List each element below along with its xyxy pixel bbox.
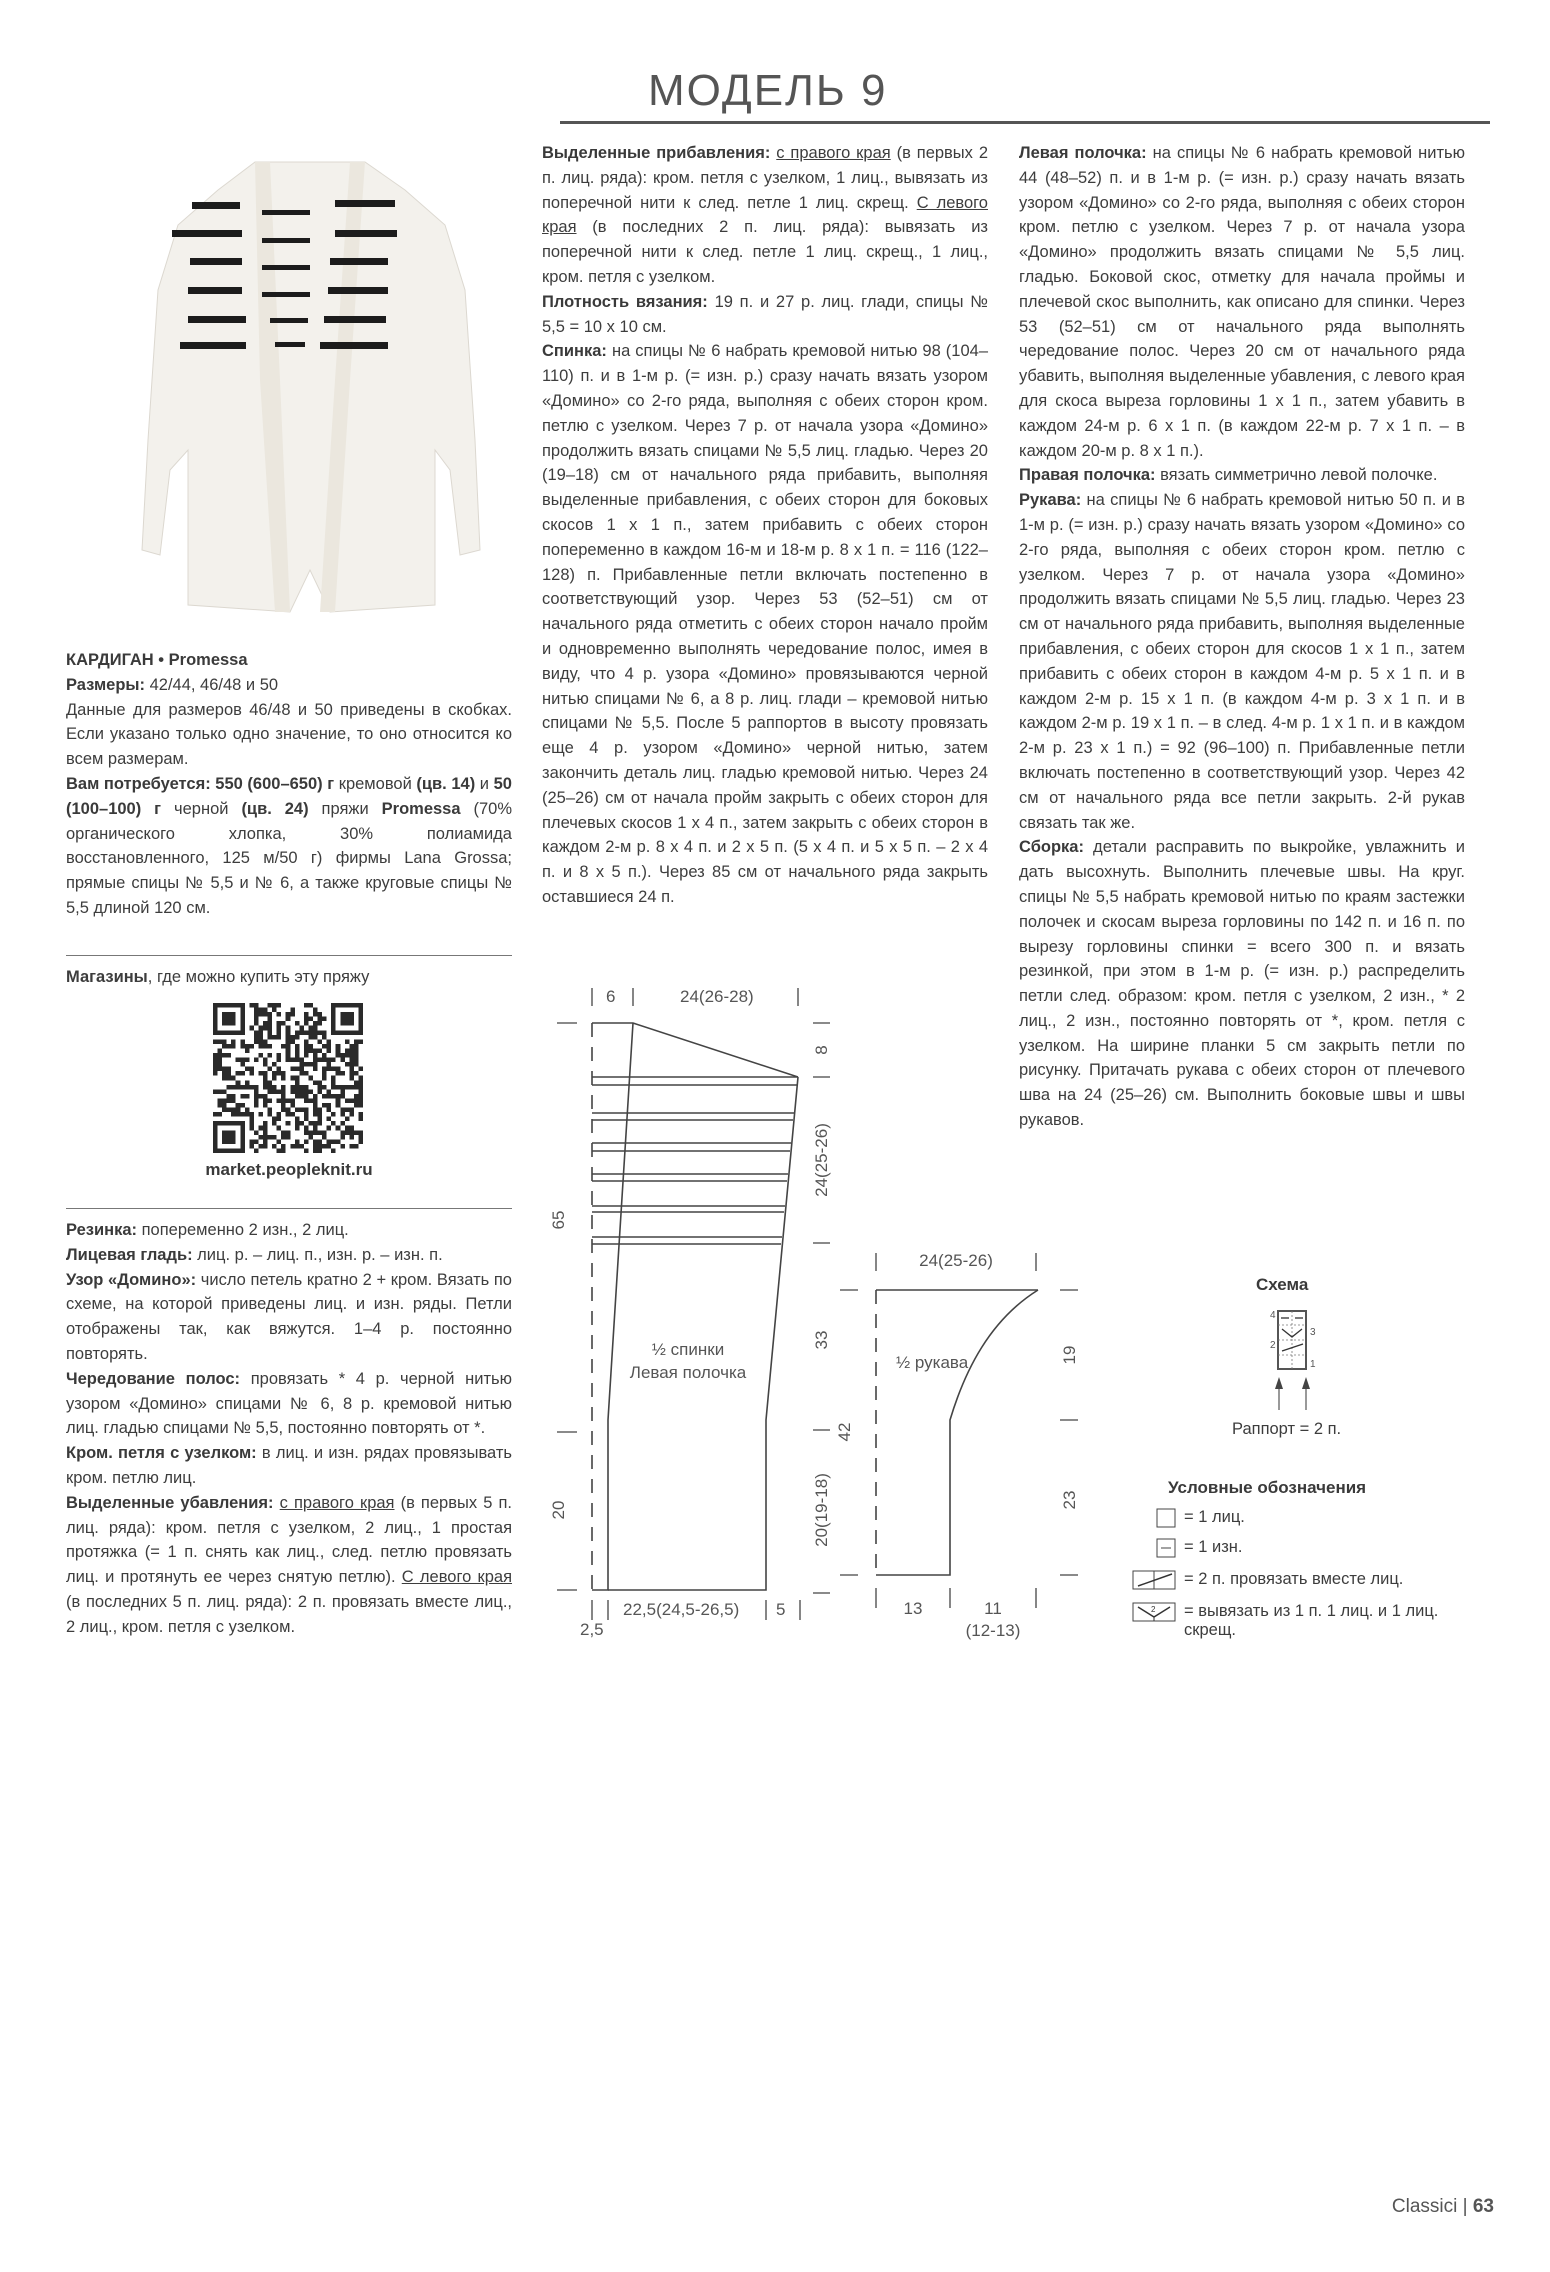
dim-side: 33 <box>812 1330 831 1350</box>
gauge: Плотность вязания: 19 п. и 27 р. лиц. глади, спицы № 5,5 = 10 х 10 см. <box>542 292 988 336</box>
dim-shoulder: 24(26-28) <box>680 987 754 1006</box>
legend-item: = 2 п. провязать вместе лиц. <box>1110 1570 1403 1590</box>
materials: Вам потребуется: 550 (600–650) г кремовой (цв. 14) и 50 (100–100) г черной (цв. 24) пряжи Promessa (70% органического хлопка, 30% полиамида восстановленного, 125 м/50 г) фирмы Lana Grossa; прямые спицы № 5,5 и № 6, а также круговые спицы № 5,5 длиной 120 см. <box>66 774 513 917</box>
page-number: 63 <box>1472 2196 1494 2217</box>
right-front-instructions: Правая полочка: вязать симметрично левой полочке. <box>1019 466 1438 485</box>
legend-item: = 1 изн. <box>1110 1538 1242 1558</box>
svg-text:3: 3 <box>1310 1327 1316 1338</box>
dim-neck: 6 <box>606 987 616 1006</box>
dim-sleeve-cap: 19 <box>1060 1345 1079 1365</box>
assembly-instructions: Сборка: детали расправить по выкройке, увлажнить и дать высохнуть. Выполнить плечевые швы. На круг. спицы № 5,5 набрать кремовой нитью по краям застежки полочек и скосам выреза горловины по 142 п. и 16 п. по вырезу горловины спинки = всего 300 п. и вязать резинкой, при этом в 1-м р. (= изн. р.) распределить петли след. образом: кром. петля с узелком, 2 изн., * 2 лиц., 2 изн., постоянно повторять от *, кром. петля с узелком. На ширине планки 5 см закрыть петли по рисунку. Притачать рукава с обеих сторон от плечевого шва на 24 (25–26) см. Выполнить боковые швы и швы рукавов. <box>1019 838 1465 1130</box>
sleeve-instructions: Рукава: на спицы № 6 набрать кремовой нитью 50 п. и в 1-м р. (= изн. р.) сразу начать вязать узором «Домино» со 2-го ряда, выполняя с обеих сторон кром. петлю с узелком. Через 7 р. от начала узора «Домино» продолжить вязать спицами № 5,5 лиц. гладью. Через 23 см от начального ряда прибавить, выполняя выделенные прибавления, с обеих сторон для скосов 1 х 1 п., затем прибавить с обеих сторон в каждом 4-м р. 5 х 1 п. и в каждом 2-м р. 15 х 1 п. (в каждом 4-м р. 3 х 1 п. и в каждом 2-м р. 19 х 1 п. – в след. 4-м р. 1 х 1 п. и в каждом 2-м р. 23 х 1 п.) = 92 (96–100) п. Прибавленные петли включать постепенно в соответствующий узор. Через 42 см от начального ряда все петли закрыть. 2-й рукав связать так же. <box>1019 491 1465 832</box>
dim-edge: 2,5 <box>580 1620 604 1639</box>
technique-item: Чередование полос: провязать * 4 р. черной нитью узором «Домино» спицами № 6, 8 р. кремовой нитью лиц. гладью спицами № 5,5, постоянно повторять от *. <box>66 1369 513 1438</box>
legend-title: Условные обозначения <box>1168 1478 1367 1497</box>
dim-armhole: 24(25-26) <box>812 1123 831 1197</box>
product-info <box>66 648 512 921</box>
increase-icon <box>1132 1602 1176 1622</box>
dim-shoulder-drop: 8 <box>812 1045 831 1055</box>
dim-sleeve-bottom-left: 13 <box>903 1599 923 1618</box>
svg-text:2: 2 <box>1151 1605 1156 1614</box>
stores-heading: Магазины, где можно купить эту пряжу <box>66 968 370 986</box>
body-label-1: ½ спинки <box>651 1340 725 1359</box>
body-schematic <box>592 1023 798 1590</box>
increases: Выделенные прибавления: с правого края (в первых 2 п. лиц. ряда): кром. петля с узелком, 1 лиц., вывязать из поперечной нити к след. петле 1 лиц. скрещ. С левого края (в последних 2 п. лиц. ряда): вывязать из поперечной нити к след. петле 1 лиц. скрещ., 1 лиц., кром. петля с узелком. <box>542 144 988 286</box>
techniques-section <box>66 1218 512 1640</box>
rapport-note: Раппорт = 2 п. <box>1232 1420 1342 1438</box>
body-label-2: Левая полочка <box>629 1363 747 1382</box>
magazine-name: Classici <box>1391 2196 1458 2217</box>
purl-square-icon <box>1156 1538 1176 1558</box>
rapport-arrows <box>1275 1377 1310 1410</box>
technique-item: Узор «Домино»: число петель кратно 2 + кром. Вязать по схеме, на которой приведены лиц. и изн. ряды. Петли отображены так, как вяжутся. 1–4 р. постоянно повторять. <box>66 1270 512 1363</box>
dim-sleeve-lower: 23 <box>1060 1490 1079 1510</box>
store-link[interactable]: market.peopleknit.ru <box>205 1160 373 1179</box>
page-title: МОДЕЛЬ 9 <box>648 66 888 115</box>
legend-item: 2 = вывязать из 1 п. 1 лиц. и 1 лиц. скрещ. <box>1110 1602 1490 1640</box>
sizes-value: 42/44, 46/48 и 50 <box>145 675 279 694</box>
legend-item: = 1 лиц. <box>1110 1508 1245 1528</box>
svg-text:4: 4 <box>1270 1310 1276 1321</box>
technique-item: Лицевая гладь: лиц. р. – лиц. п., изн. р. – изн. п. <box>66 1245 443 1264</box>
divider <box>66 1208 512 1209</box>
decreases: Выделенные убавления: с правого края (в первых 5 п. лиц. ряда): кром. петля с узелком, 2 лиц., 1 простая протяжка (= 1 п. снять как лиц., след. петлю провязать лиц. и протянуть ее через снятую петлю). С левого края (в последних 5 п. лиц. ряда): 2 п. провязать вместе лиц., 2 лиц., кром. петля с узелком. <box>66 1493 513 1636</box>
back-instructions: Спинка: на спицы № 6 набрать кремовой нитью 98 (104–110) п. и в 1-м р. (= изн. р.) сразу начать вязать узором «Домино» со 2-го ряда, выполняя с обеих сторон кром. петлю с узелком. Через 7 р. от начала узора «Домино» продолжить вязать спицами № 5,5 лиц. гладью. Через 20 (19–18) см от начального ряда прибавить, выполняя выделенные прибавления, с обеих сторон для боковых скосов 1 х 1 п., затем прибавить с обеих сторон попеременно в каждом 16-м и 18-м р. 8 х 1 п. = 116 (122–128) п. Прибавленные петли включать постепенно в соответствующий узор. Через 53 (52–51) см от начального ряда отметить с обеих сторон начало пройм и одновременно выполнять чередование полос, имея в виду, что 4 р. узора «Домино» провязываются черной нитью спицами № 6, а 8 р. лиц. глади – кремовой нитью спицами № 5,5. После 5 раппортов в высоту провязать еще 4 р. узором «Домино» черной нитью, затем закончить деталь лиц. гладью кремовой нитью. Через 24 (25–26) см от начала пройм закрыть с обеих сторон для плечевых скосов 1 х 4 п., затем закрыть с обеих сторон в каждом 2-м р. 8 х 4 п. и 2 х 5 п. (5 х 4 п. и 5 х 5 п. – 2 х 4 п. и 8 х 5 п.). Через 85 см от начального ряда закрыть оставшиеся 24 п. <box>542 342 988 906</box>
dim-sleeve-top: 24(25-26) <box>919 1251 993 1270</box>
dim-sleeve-bottom-alt: (12-13) <box>965 1621 1021 1640</box>
dim-lower-length: 20 <box>549 1500 568 1520</box>
technique-item: Резинка: попеременно 2 изн., 2 лиц. <box>66 1221 349 1239</box>
page-footer: Classici | 63 <box>1391 2196 1494 2217</box>
dim-total-length: 65 <box>549 1210 568 1230</box>
sizes-label: Размеры: <box>66 675 146 694</box>
domino-chart <box>1252 1305 1322 1415</box>
dim-sleeve-bottom-right: 11 <box>984 1599 1002 1618</box>
technique-item: Кром. петля с узелком: в лиц. и изн. рядах провязывать кром. петлю лиц. <box>66 1444 512 1487</box>
sleeve-label: ½ рукава <box>896 1353 969 1372</box>
k2tog-icon <box>1132 1570 1176 1590</box>
dim-lower-side: 20(19-18) <box>812 1473 831 1547</box>
svg-text:2: 2 <box>1270 1340 1276 1351</box>
dim-band: 5 <box>776 1600 786 1619</box>
instructions-col2 <box>542 141 988 910</box>
cardigan-photo <box>130 150 490 630</box>
left-front-instructions: Левая полочка: на спицы № 6 набрать кремовой нитью 44 (48–52) п. и в 1-м р. (= изн. р.) сразу начать вязать узором «Домино» со 2-го ряда, выполняя с обеих сторон кром. петлю с узелком. Через 7 р. от начала узора «Домино» продолжить вязать спицами № 5,5 лиц. гладью. Боковой скос, отметку для начала проймы и плечевой скос выполнить, как описано для спинки. Через 53 (52–51) см от начального ряда выполнять чередование полос. Через 20 см от начального ряда убавить, выполняя выделенные убавления, с левого края для скоса выреза горловины 1 х 1 п., затем убавить в каждом 24-м р. 6 х 1 п. (в каждом 22-м р. 7 х 1 п. – в каждом 20-м р. 8 х 1 п.). <box>1019 144 1465 460</box>
sizes-note: Данные для размеров 46/48 и 50 приведены в скобках. Если указано только одно значение, то оно относится ко всем размерам. <box>66 700 512 769</box>
knit-square-icon <box>1156 1508 1176 1528</box>
svg-text:1: 1 <box>1310 1359 1316 1370</box>
title-divider <box>560 121 1490 124</box>
divider <box>66 955 512 956</box>
scheme-title: Схема <box>1256 1275 1309 1294</box>
product-name: КАРДИГАН • Promessa <box>66 651 248 669</box>
dim-sleeve-length: 42 <box>835 1422 854 1442</box>
dim-bottom-width: 22,5(24,5-26,5) <box>623 1600 740 1619</box>
qr-code[interactable] <box>208 1003 368 1153</box>
